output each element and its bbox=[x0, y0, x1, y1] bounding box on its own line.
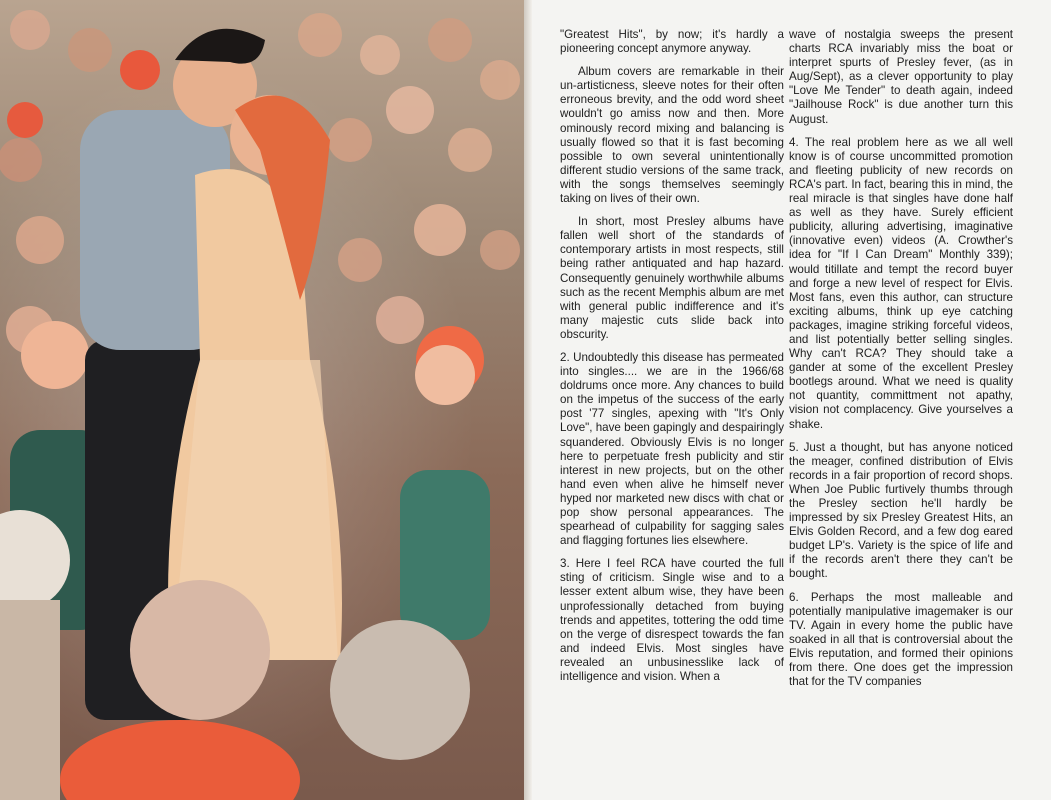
article-column-right bbox=[789, 28, 1013, 698]
article-column-left bbox=[560, 28, 784, 693]
page-gutter bbox=[524, 0, 532, 800]
paragraph-section-3: 3. Here I feel RCA have courted the full sting of criticism. Single wise and to a lesser extent album wise, they have been unprofessionally detached from buying trends and appetites, tottering the odd time on the verge of disrespect towards the fan and indeed Elvis. Most singles have revealed an unbusinesslike lack of intelligence and vision. When a bbox=[560, 557, 784, 684]
paragraph-section-6: 6. Perhaps the most malleable and potentially manipulative imagemaker is our TV. Again in every home the public have soaked in all that is controversial about the Elvis reputation, and formed their opinions from there. One does get the impression that for the TV companies bbox=[789, 590, 1013, 689]
paragraph-section-5: 5. Just a thought, but has anyone noticed the meager, confined distribution of Elvis records in a fair proportion of record shops. When Joe Public furtively thumbs through the Presley section he'll hardly be impressed by six Presley Greatest Hits, an Elvis Golden Record, and a few dog eared budget LP's. Variety is the spice of life and if the records aren't there they can't be bought. bbox=[789, 440, 1013, 581]
paragraph: wave of nostalgia sweeps the present charts RCA invariably miss the boat or interpret spurts of Presley fever, (as in Aug/Sept), as a clever opportunity to play "Love Me Tender" to death again, indeed "Jailhouse Rock" is due another turn this August. bbox=[789, 28, 1013, 126]
paragraph-section-4: 4. The real problem here as we all well know is of course uncommitted promotion and fleeting publicity of new records on RCA's part. In fact, bearing this in mind, the real miracle is that singles have done half as well as they have. Surely efficient publicity, alluring advertising, imaginative (innovative even) videos (A. Crowther's idea for "If I Can Dream" Monthly 339); would titillate and tempt the record buyer and forge a new level of respect for Elvis. Most fans, even this author, can structure exciting albums, think up eye catching packages, imagine striking forceful videos, and list potentially better selling singles. Why can't RCA? They should take a gander at some of the excellent Presley bootlegs around. What we need is quality not quantity, committment not apathy, vision not complacency. Give yourselves a shake. bbox=[789, 135, 1013, 431]
paragraph-section-2: 2. Undoubtedly this disease has permeated into singles.... we are in the 1966/68 doldrums once more. Any chances to build on the impetus of the success of the early post '77 singles, apexing with "It's Only Love", have been gapingly and despairingly squandered. Obviously Elvis is no longer here to perpetuate fresh publicity and stir interest in new projects, but on the other hand even when alive he himself never hyped nor marketed new discs with chat or pop show personal appearances. The spearhead of culpability for sagging sales and flagging fortunes lies elsewhere. bbox=[560, 350, 784, 548]
paragraph: In short, most Presley albums have fallen well short of the standards of contemporary artists in most respects, still being rather antiquated and hap hazard. Consequently genuinely worthwhile albums such as the recent Memphis album are met with general public indifference and it's many majestic cuts slide back into obscurity. bbox=[560, 215, 784, 341]
film-still-photo bbox=[0, 0, 524, 800]
crowd-scene-illustration bbox=[0, 0, 524, 800]
paragraph: "Greatest Hits", by now; it's hardly a pioneering concept anymore anyway. bbox=[560, 28, 784, 56]
paragraph: Album covers are remarkable in their un-artisticness, sleeve notes for their often erroneous brevity, and the odd word sheet wouldn't go amiss now and then. More ominously record mixing and balancing is usually flowed so that it is fast becoming possible to own several unintentionally different studio versions of the same track, with the songs themselves seemingly taking on lives of their own. bbox=[560, 65, 784, 206]
